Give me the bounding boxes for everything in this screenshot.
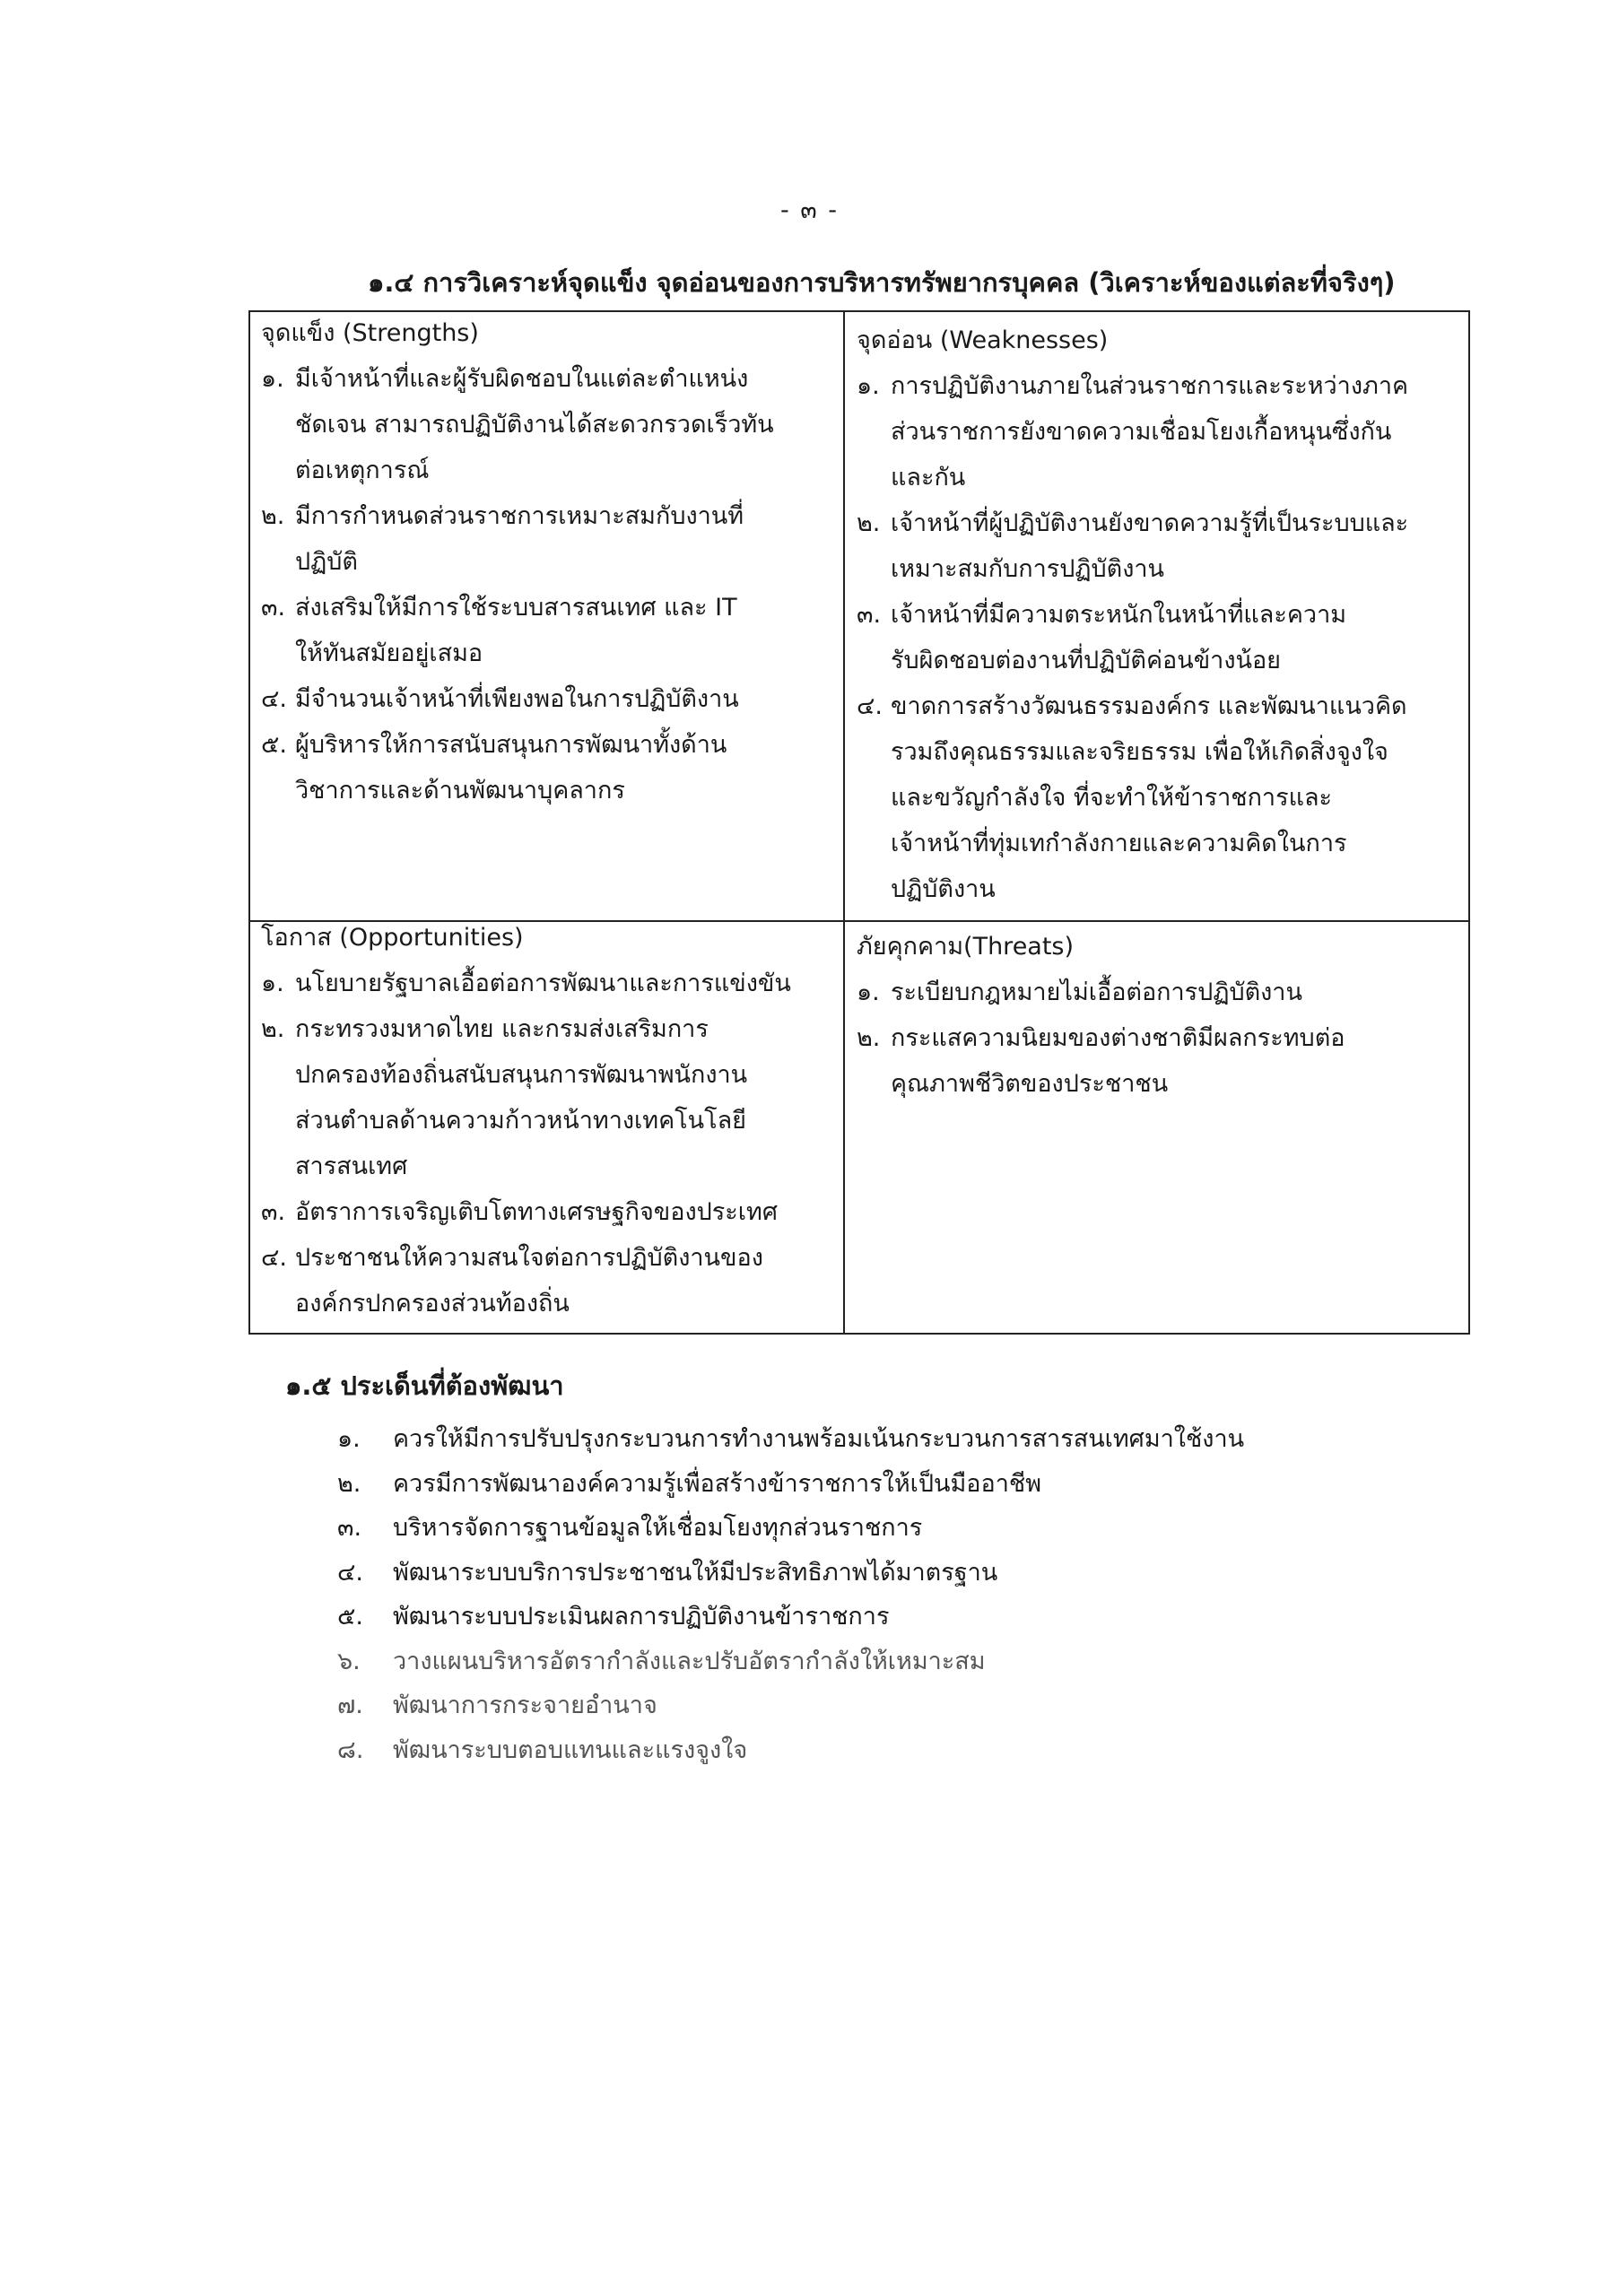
item-text: ระเบียบกฎหมายไม่เอื้อต่อการปฏิบัติงาน bbox=[891, 978, 1302, 1006]
list-item bbox=[261, 1144, 840, 1189]
item-text: ปกครองท้องถิ่นสนับสนุนการพัฒนาพนักงาน bbox=[295, 1061, 748, 1089]
item-number: ๑. bbox=[261, 365, 284, 393]
development-issues-list bbox=[337, 1417, 1369, 1772]
item-text: และขวัญกำลังใจ ที่จะทำให้ข้าราชการและ bbox=[891, 784, 1333, 812]
list-item bbox=[261, 1098, 840, 1144]
cell-title: จุดแข็ง (Strengths) bbox=[261, 319, 479, 347]
item-text: ควรมีการพัฒนาองค์ความรู้เพื่อสร้างข้าราชการให้เป็นมืออาชีพ bbox=[393, 1469, 1041, 1498]
item-number: ๑. bbox=[337, 1425, 361, 1453]
item-text: พัฒนาระบบประเมินผลการปฏิบัติงานข้าราชการ bbox=[393, 1603, 890, 1631]
item-number bbox=[857, 775, 891, 821]
table-divider-vertical bbox=[843, 310, 845, 1335]
item-number: ๑. bbox=[261, 970, 284, 997]
item-text: รวมถึงคุณธรรมและจริยธรรม เพื่อให้เกิดสิ่งจูงใจ bbox=[891, 738, 1388, 766]
item-text: มีจำนวนเจ้าหน้าที่เพียงพอในการปฏิบัติงาน bbox=[295, 685, 739, 713]
item-number: ๓. bbox=[857, 601, 882, 629]
item-number bbox=[261, 631, 295, 676]
list-item bbox=[337, 1462, 1369, 1507]
item-text: ปฏิบัติ bbox=[295, 548, 358, 576]
item-number bbox=[261, 448, 295, 493]
item-text: ควรให้มีการปรับปรุงกระบวนการทำงานพร้อมเน้นกระบวนการสารสนเทศมาใช้งาน bbox=[393, 1425, 1245, 1453]
item-text: การปฏิบัติงานภายในส่วนราชการและระหว่างภาค bbox=[891, 372, 1409, 400]
list-item bbox=[261, 448, 840, 493]
item-number bbox=[857, 821, 891, 866]
item-number bbox=[261, 1052, 295, 1098]
section-heading-1-4 bbox=[368, 262, 1396, 303]
item-number: ๒. bbox=[337, 1469, 361, 1498]
item-text: มีเจ้าหน้าที่และผู้รับผิดชอบในแต่ละตำแหน่ง bbox=[295, 365, 749, 393]
list-item bbox=[261, 631, 840, 676]
list-item bbox=[337, 1551, 1369, 1596]
item-number: ๗. bbox=[337, 1692, 363, 1719]
list-item bbox=[261, 961, 840, 1006]
item-text: พัฒนาการกระจายอำนาจ bbox=[393, 1692, 657, 1719]
item-text: สารสนเทศ bbox=[295, 1152, 408, 1180]
item-text: ส่วนราชการยังขาดความเชื่อมโยงเกื้อหนุนซึ่งกัน bbox=[891, 418, 1392, 446]
list-item bbox=[261, 676, 840, 722]
table-border-right bbox=[1468, 310, 1470, 1335]
list-item bbox=[857, 500, 1467, 546]
list-item bbox=[857, 638, 1467, 683]
item-text: ส่วนตำบลด้านความก้าวหน้าทางเทคโนโลยี bbox=[295, 1107, 746, 1135]
item-text: ต่อเหตุการณ์ bbox=[295, 457, 430, 484]
item-number: ๖. bbox=[337, 1647, 361, 1675]
item-number: ๒. bbox=[261, 502, 285, 530]
item-text: เจ้าหน้าที่มีความตระหนักในหน้าที่และความ bbox=[891, 601, 1347, 629]
list-item bbox=[857, 683, 1467, 729]
list-item bbox=[857, 455, 1467, 500]
list-item bbox=[261, 1235, 840, 1281]
item-number: ๑. bbox=[857, 372, 880, 400]
table-border-left bbox=[248, 310, 250, 1335]
item-number: ๕. bbox=[261, 731, 288, 759]
cell-title: จุดอ่อน (Weaknesses) bbox=[857, 326, 1109, 354]
section-number: ๑.๔ bbox=[368, 267, 414, 298]
item-number bbox=[857, 638, 891, 683]
item-number: ๔. bbox=[857, 692, 883, 720]
item-number bbox=[857, 866, 891, 912]
item-text: พัฒนาระบบบริการประชาชนให้มีประสิทธิภาพได้มาตรฐาน bbox=[393, 1558, 998, 1587]
item-number bbox=[261, 1281, 295, 1326]
item-text: ส่งเสริมให้มีการใช้ระบบสารสนเทศ และ IT bbox=[295, 594, 737, 622]
list-item bbox=[337, 1639, 1369, 1684]
list-item bbox=[261, 493, 840, 539]
item-number bbox=[261, 1098, 295, 1144]
list-item bbox=[857, 409, 1467, 455]
item-number bbox=[857, 1061, 891, 1107]
item-text: มีการกำหนดส่วนราชการเหมาะสมกับงานที่ bbox=[295, 502, 744, 530]
item-number: ๔. bbox=[261, 1244, 288, 1272]
item-number bbox=[857, 546, 891, 592]
item-number: ๓. bbox=[337, 1514, 362, 1542]
list-item bbox=[261, 539, 840, 585]
list-item bbox=[857, 970, 1467, 1015]
section-heading-1-5: ๑.๕ ประเด็นที่ต้องพัฒนา bbox=[285, 1370, 564, 1401]
list-item bbox=[337, 1417, 1369, 1462]
item-text: วางแผนบริหารอัตรากำลังและปรับอัตรากำลังให้เหมาะสม bbox=[393, 1647, 986, 1675]
item-text: ผู้บริหารให้การสนับสนุนการพัฒนาทั้งด้าน bbox=[295, 731, 727, 759]
opportunities-cell bbox=[261, 915, 840, 1326]
list-item bbox=[261, 356, 840, 402]
item-number: ๒. bbox=[857, 509, 881, 537]
item-number: ๓. bbox=[261, 1198, 286, 1226]
list-item bbox=[337, 1595, 1369, 1639]
item-number bbox=[261, 768, 295, 813]
item-text: ขาดการสร้างวัฒนธรรมองค์กร และพัฒนาแนวคิด bbox=[891, 692, 1407, 720]
item-number: ๔. bbox=[261, 685, 288, 713]
item-number: ๑. bbox=[857, 978, 880, 1006]
item-text: บริหารจัดการฐานข้อมูลให้เชื่อมโยงทุกส่วนราชการ bbox=[393, 1514, 923, 1542]
list-item bbox=[261, 1189, 840, 1235]
list-item bbox=[261, 722, 840, 768]
strengths-cell bbox=[261, 310, 840, 813]
list-item bbox=[857, 363, 1467, 409]
list-item bbox=[337, 1683, 1369, 1728]
item-text: รับผิดชอบต่องานที่ปฏิบัติค่อนข้างน้อย bbox=[891, 647, 1281, 674]
list-item bbox=[261, 1006, 840, 1052]
item-text: นโยบายรัฐบาลเอื้อต่อการพัฒนาและการแข่งขัน bbox=[295, 970, 791, 997]
item-number bbox=[857, 409, 891, 455]
list-item bbox=[337, 1506, 1369, 1551]
item-number: ๒. bbox=[857, 1024, 881, 1052]
list-item bbox=[857, 1015, 1467, 1061]
page-number: - ๓ - bbox=[779, 196, 840, 224]
item-number: ๔. bbox=[337, 1558, 364, 1587]
item-number: ๕. bbox=[337, 1603, 364, 1631]
weaknesses-cell bbox=[857, 317, 1467, 912]
list-item bbox=[857, 1061, 1467, 1107]
item-number: ๓. bbox=[261, 594, 286, 622]
item-number: ๘. bbox=[337, 1735, 364, 1764]
list-item bbox=[261, 768, 840, 813]
item-text: องค์กรปกครองส่วนท้องถิ่น bbox=[295, 1290, 570, 1318]
item-text: ประชาชนให้ความสนใจต่อการปฏิบัติงานของ bbox=[295, 1244, 763, 1272]
list-item bbox=[261, 585, 840, 631]
item-number bbox=[857, 729, 891, 775]
cell-title: โอกาส (Opportunities) bbox=[261, 924, 524, 952]
item-text: อัตราการเจริญเติบโตทางเศรษฐกิจของประเทศ bbox=[295, 1198, 778, 1226]
item-text: วิชาการและด้านพัฒนาบุคลากร bbox=[295, 777, 625, 804]
item-text: คุณภาพชีวิตของประชาชน bbox=[891, 1070, 1169, 1098]
list-item bbox=[337, 1728, 1369, 1773]
list-item bbox=[857, 866, 1467, 912]
list-item bbox=[857, 729, 1467, 775]
item-number bbox=[261, 402, 295, 448]
table-border-bottom bbox=[248, 1333, 1470, 1335]
list-item bbox=[261, 1052, 840, 1098]
item-text: เหมาะสมกับการปฏิบัติงาน bbox=[891, 555, 1165, 583]
item-text: เจ้าหน้าที่ผู้ปฏิบัติงานยังขาดความรู้ที่เป็นระบบและ bbox=[891, 509, 1409, 537]
list-item bbox=[857, 775, 1467, 821]
item-text: พัฒนาระบบตอบแทนและแรงจูงใจ bbox=[393, 1735, 748, 1764]
item-number bbox=[261, 1144, 295, 1189]
item-number bbox=[857, 455, 891, 500]
item-text: เจ้าหน้าที่ทุ่มเทกำลังกายและความคิดในการ bbox=[891, 830, 1347, 857]
item-text: ปฏิบัติงาน bbox=[891, 875, 996, 903]
section-title: การวิเคราะห์จุดแข็ง จุดอ่อนของการบริหารทรัพยากรบุคคล (วิเคราะห์ของแต่ละที่จริงๆ) bbox=[422, 267, 1396, 298]
item-text: ชัดเจน สามารถปฏิบัติงานได้สะดวกรวดเร็วทัน bbox=[295, 411, 774, 439]
item-text: และกัน bbox=[891, 464, 966, 491]
list-item bbox=[261, 402, 840, 448]
list-item bbox=[857, 821, 1467, 866]
swot-table bbox=[248, 310, 1470, 1335]
threats-cell bbox=[857, 924, 1467, 1107]
list-item bbox=[857, 592, 1467, 638]
item-text: กระแสความนิยมของต่างชาติมีผลกระทบต่อ bbox=[891, 1024, 1345, 1052]
list-item bbox=[857, 546, 1467, 592]
list-item bbox=[261, 1281, 840, 1326]
item-number bbox=[261, 539, 295, 585]
item-text: กระทรวงมหาดไทย และกรมส่งเสริมการ bbox=[295, 1015, 709, 1043]
cell-title: ภัยคุกคาม(Threats) bbox=[857, 933, 1075, 961]
item-number: ๒. bbox=[261, 1015, 285, 1043]
item-text: ให้ทันสมัยอยู่เสมอ bbox=[295, 639, 483, 667]
